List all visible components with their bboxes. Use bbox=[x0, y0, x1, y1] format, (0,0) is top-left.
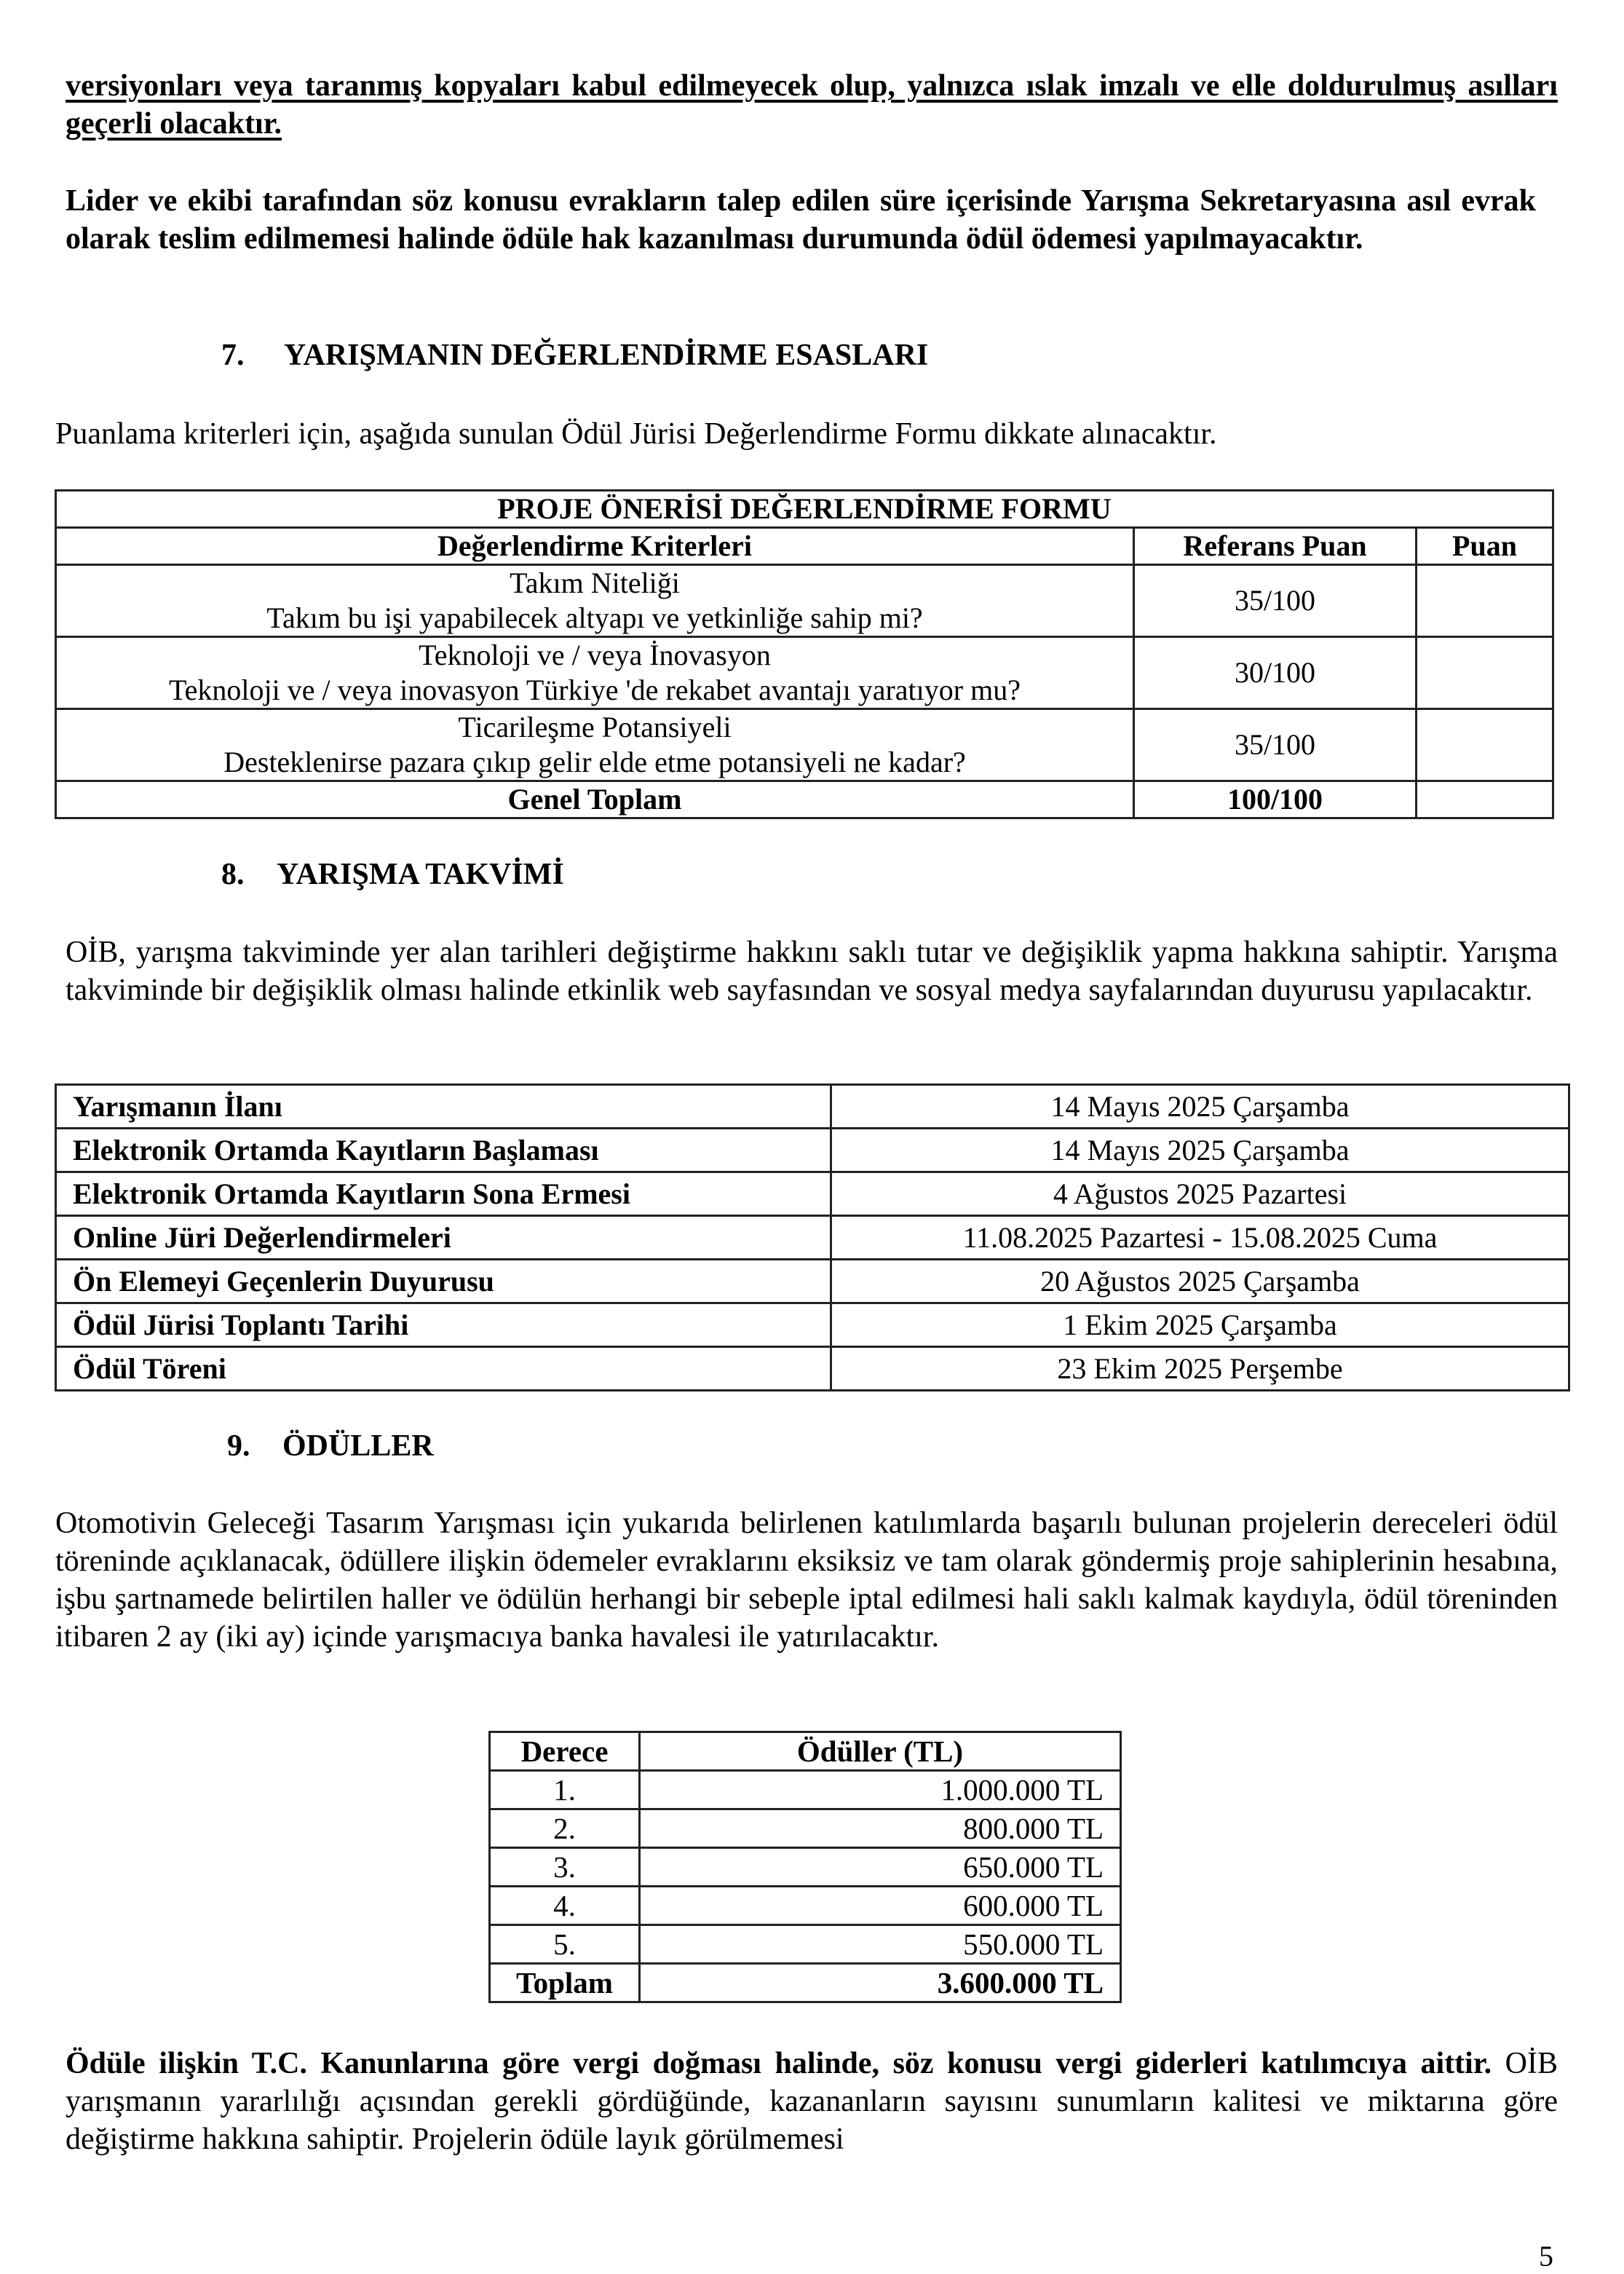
intro-bold-paragraph: Lider ve ekibi tarafından söz konusu evrakların talep edilen süre içerisinde Yarışma Sekretaryasına asıl evrak olarak teslim edilmemesi halinde ödüle hak kazanılması durumunda ödül ödemesi yapılmayacaktır. bbox=[66, 184, 1536, 256]
criterion-cell bbox=[56, 709, 1134, 781]
prize-rank: 5. bbox=[490, 1925, 640, 1964]
prize-amount: 650.000 TL bbox=[640, 1848, 1121, 1887]
section-8-title: YARIŞMA TAKVİMİ bbox=[277, 858, 564, 891]
table-row bbox=[56, 1216, 1569, 1260]
section-7-heading bbox=[221, 336, 928, 374]
section-7-title: YARIŞMANIN DEĞERLENDİRME ESASLARI bbox=[284, 339, 929, 372]
schedule-date: 11.08.2025 Pazartesi - 15.08.2025 Cuma bbox=[831, 1216, 1569, 1260]
section-9-number: 9. bbox=[227, 1429, 250, 1463]
prize-amount: 1.000.000 TL bbox=[640, 1771, 1121, 1809]
intro-underlined-text: versiyonları veya taranmış kopyaları kabul edilmeyecek olup, yalnızca ıslak imzalı ve elle doldurulmuş asılları geçerli olacaktır. bbox=[66, 69, 1558, 141]
schedule-date: 14 Mayıs 2025 Çarşamba bbox=[831, 1129, 1569, 1172]
table-row bbox=[490, 1771, 1121, 1809]
section-9-paragraph: Otomotivin Geleceği Tasarım Yarışması için yukarıda belirlenen katılımlarda başarılı bulunan projelerin dereceleri ödül töreninde açıklanacak, ödüllere ilişkin ödemeler evraklarını eksiksiz ve tam olarak göndermiş proje sahiplerinin hesabına, işbu şartnamede belirtilen haller ve ödülün herhangi bir sebeple iptal edilmesi hali saklı kalmak kaydıyla, ödül töreninden itibaren 2 ay (iki ay) içinde yarışmacıya banka havalesi ile yatırılacaktır. bbox=[55, 1507, 1558, 1654]
section-9-heading bbox=[227, 1427, 434, 1465]
score-input-cell[interactable] bbox=[1417, 637, 1553, 709]
section-8-paragraph: OİB, yarışma takviminde yer alan tarihleri değiştirme hakkını saklı tutar ve değişiklik yapma hakkına sahiptir. Yarışma takviminde bir değişiklik olması halinde etkinlik web sayfasından ve sosyal medya sayfalarından duyurusu yapılacaktır. bbox=[66, 936, 1558, 1007]
section-7-paragraph: Puanlama kriterleri için, aşağıda sunulan Ödül Jürisi Değerlendirme Formu dikkate alınacaktır. bbox=[55, 417, 1217, 451]
table-row bbox=[56, 1303, 1569, 1347]
prize-table bbox=[488, 1731, 1122, 2003]
reference-score-cell: 35/100 bbox=[1134, 565, 1417, 637]
schedule-event: Ön Elemeyi Geçenlerin Duyurusu bbox=[56, 1260, 831, 1303]
score-input-cell[interactable] bbox=[1417, 565, 1553, 637]
table-row bbox=[56, 709, 1553, 781]
section-9-title: ÖDÜLLER bbox=[282, 1429, 434, 1463]
section-7-number: 7. bbox=[221, 339, 245, 372]
schedule-event: Ödül Jürisi Toplantı Tarihi bbox=[56, 1303, 831, 1347]
schedule-event: Elektronik Ortamda Kayıtların Sona Ermesi bbox=[56, 1172, 831, 1216]
prize-total-row bbox=[490, 1964, 1121, 2002]
table-row bbox=[56, 1129, 1569, 1172]
prize-total-amount: 3.600.000 TL bbox=[640, 1964, 1121, 2002]
header-rank: Derece bbox=[490, 1732, 640, 1771]
table-row bbox=[56, 1172, 1569, 1216]
criterion-title: Teknoloji ve / veya İnovasyon bbox=[419, 639, 771, 671]
reference-score-cell: 35/100 bbox=[1134, 709, 1417, 781]
header-prize: Ödüller (TL) bbox=[640, 1732, 1121, 1771]
criterion-title: Ticarileşme Potansiyeli bbox=[458, 711, 732, 743]
schedule-date: 23 Ekim 2025 Perşembe bbox=[831, 1347, 1569, 1391]
criterion-question: Teknoloji ve / veya inovasyon Türkiye 'de rekabet avantajı yaratıyor mu? bbox=[169, 674, 1021, 706]
schedule-event: Online Jüri Değerlendirmeleri bbox=[56, 1216, 831, 1260]
schedule-date: 14 Mayıs 2025 Çarşamba bbox=[831, 1085, 1569, 1129]
prize-rank: 2. bbox=[490, 1809, 640, 1848]
prize-amount: 800.000 TL bbox=[640, 1809, 1121, 1848]
criterion-cell bbox=[56, 637, 1134, 709]
score-input-cell[interactable] bbox=[1417, 709, 1553, 781]
prize-rank: 1. bbox=[490, 1771, 640, 1809]
evaluation-form-title: PROJE ÖNERİSİ DEĞERLENDİRME FORMU bbox=[56, 491, 1553, 528]
table-row bbox=[490, 1809, 1121, 1848]
reference-score-cell: 30/100 bbox=[1134, 637, 1417, 709]
evaluation-header-row bbox=[56, 528, 1553, 565]
schedule-date: 20 Ağustos 2025 Çarşamba bbox=[831, 1260, 1569, 1303]
schedule-event: Elektronik Ortamda Kayıtların Başlaması bbox=[56, 1129, 831, 1172]
evaluation-form-table bbox=[55, 489, 1554, 819]
criterion-question: Takım bu işi yapabilecek altyapı ve yetkinliğe sahip mi? bbox=[266, 601, 923, 634]
criterion-cell bbox=[56, 565, 1134, 637]
tax-paragraph-regular: OİB yarışmanın yararlılığı açısından gerekli gördüğünde, kazananların sayısını sunumların kalitesi ve miktarına göre değiştirme hakkına sahiptir. Projelerin ödüle layık görülmemesi bbox=[66, 2047, 1558, 2156]
section-8-number: 8. bbox=[221, 858, 245, 891]
prize-rank: 4. bbox=[490, 1887, 640, 1925]
prize-amount: 600.000 TL bbox=[640, 1887, 1121, 1925]
criterion-question: Desteklenirse pazara çıkıp gelir elde etme potansiyeli ne kadar? bbox=[223, 746, 966, 778]
criterion-title: Takım Niteliği bbox=[510, 566, 680, 599]
schedule-date: 1 Ekim 2025 Çarşamba bbox=[831, 1303, 1569, 1347]
header-score: Puan bbox=[1417, 528, 1553, 565]
prize-total-label: Toplam bbox=[490, 1964, 640, 2002]
table-row bbox=[490, 1848, 1121, 1887]
schedule-date: 4 Ağustos 2025 Pazartesi bbox=[831, 1172, 1569, 1216]
prize-header-row bbox=[490, 1732, 1121, 1771]
table-row bbox=[490, 1887, 1121, 1925]
tax-paragraph bbox=[66, 2045, 1558, 2158]
prize-amount: 550.000 TL bbox=[640, 1925, 1121, 1964]
section-8-heading bbox=[221, 856, 564, 893]
schedule-event: Yarışmanın İlanı bbox=[56, 1085, 831, 1129]
page-number: 5 bbox=[1539, 2240, 1553, 2273]
header-criteria: Değerlendirme Kriterleri bbox=[56, 528, 1134, 565]
total-reference: 100/100 bbox=[1134, 781, 1417, 818]
tax-paragraph-bold: Ödüle ilişkin T.C. Kanunlarına göre vergi doğması halinde, söz konusu vergi giderleri katılımcıya aittir. bbox=[66, 2047, 1492, 2080]
table-row bbox=[56, 637, 1553, 709]
schedule-event: Ödül Töreni bbox=[56, 1347, 831, 1391]
total-row bbox=[56, 781, 1553, 818]
prize-rank: 3. bbox=[490, 1848, 640, 1887]
table-row bbox=[56, 1260, 1569, 1303]
table-row bbox=[490, 1925, 1121, 1964]
total-score-cell[interactable] bbox=[1417, 781, 1553, 818]
table-row bbox=[56, 1347, 1569, 1391]
header-reference-score: Referans Puan bbox=[1134, 528, 1417, 565]
table-row bbox=[56, 1085, 1569, 1129]
table-row bbox=[56, 565, 1553, 637]
schedule-table bbox=[55, 1083, 1570, 1391]
total-label: Genel Toplam bbox=[56, 781, 1134, 818]
